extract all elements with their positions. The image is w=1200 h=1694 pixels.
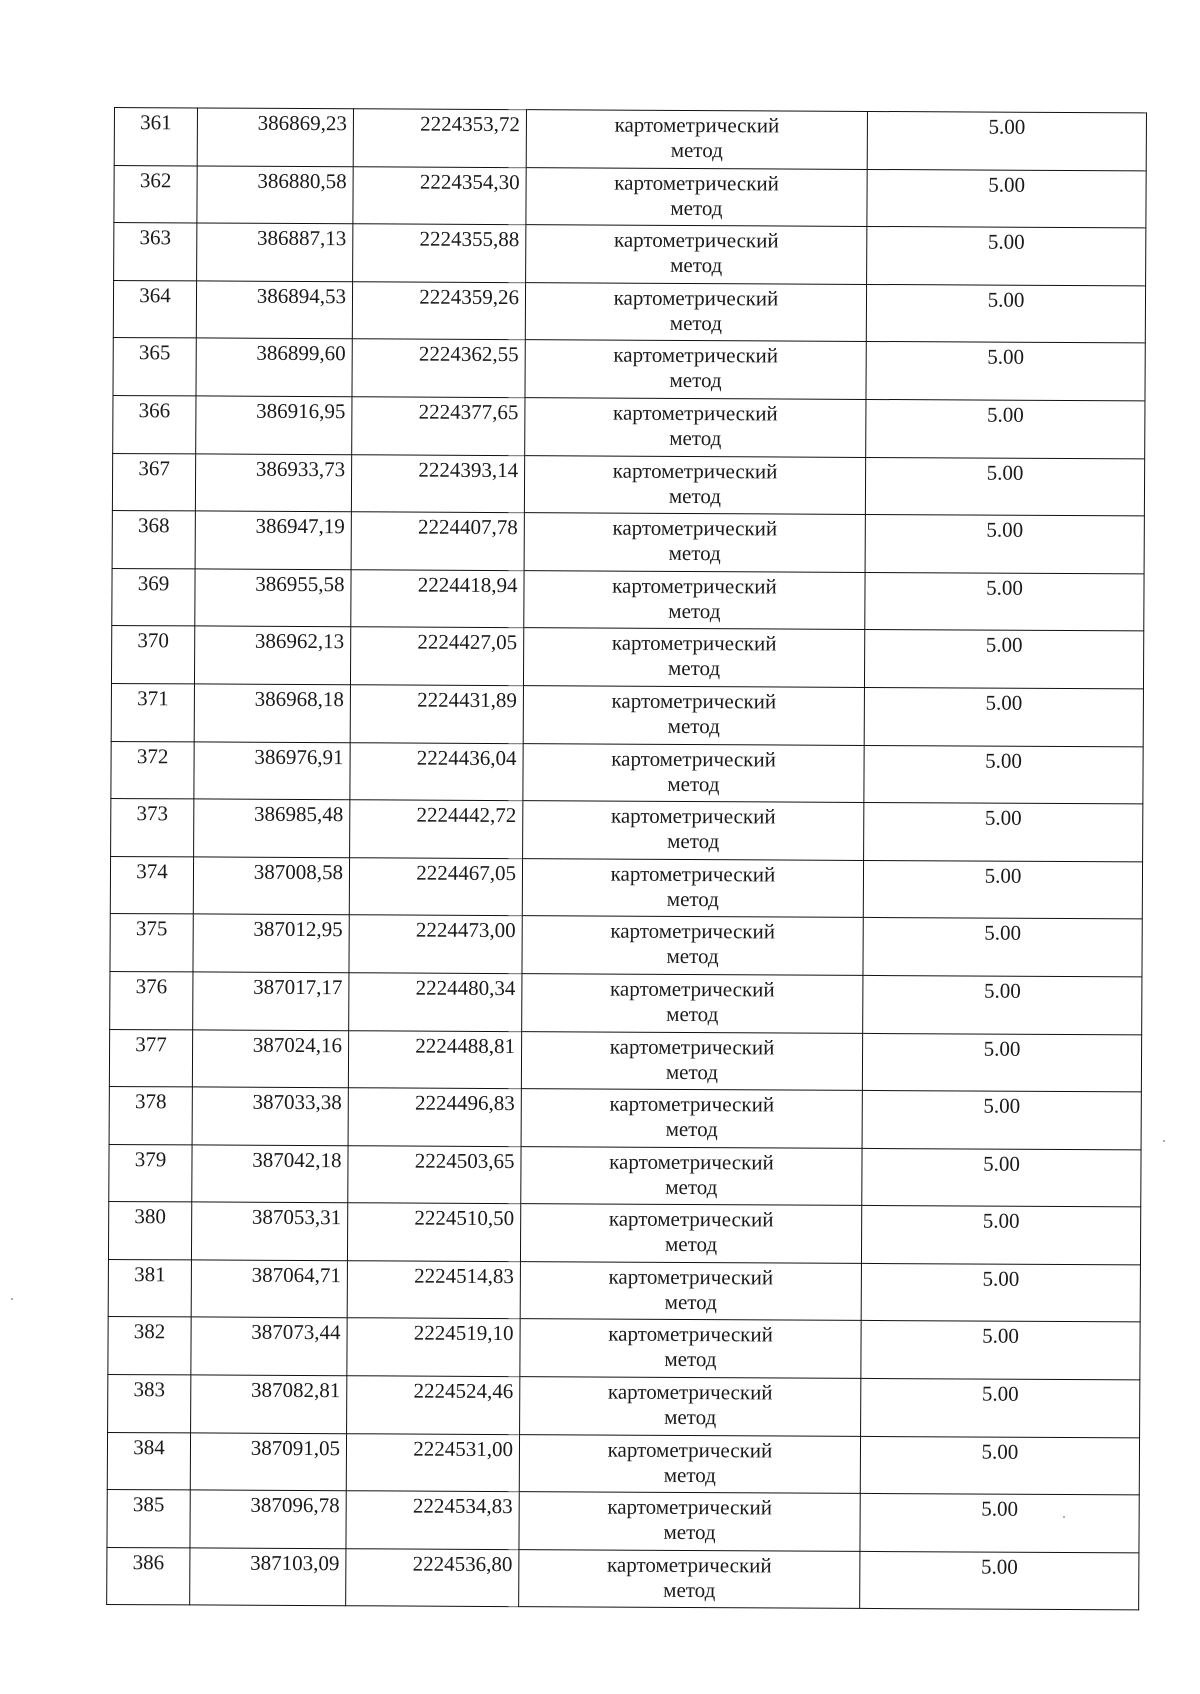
table-row <box>108 1259 1140 1322</box>
method-label-continued: метод <box>670 195 723 220</box>
x-coordinate-cell: 387053,31 <box>191 1202 347 1260</box>
method-label: картометрический <box>614 170 779 196</box>
table-row <box>111 799 1143 862</box>
accuracy-cell: 5.00 <box>865 572 1144 631</box>
method-cell <box>523 628 864 687</box>
accuracy-cell: 5.00 <box>860 1494 1139 1553</box>
method-label: картометрический <box>612 515 778 541</box>
point-number-cell: 373 <box>111 799 194 857</box>
table-row <box>109 1029 1141 1092</box>
x-coordinate-cell: 387064,71 <box>191 1260 347 1318</box>
table-row <box>110 971 1142 1034</box>
x-coordinate-cell: 387017,17 <box>193 972 349 1030</box>
y-coordinate-cell: 2224362,55 <box>352 339 525 397</box>
x-coordinate-cell: 387082,81 <box>191 1375 347 1433</box>
point-number-cell: 370 <box>111 626 194 684</box>
y-coordinate-cell: 2224480,34 <box>349 973 522 1031</box>
method-label-continued: метод <box>666 886 719 911</box>
method-label-continued: метод <box>670 137 723 163</box>
table-row <box>112 568 1144 631</box>
y-coordinate-cell: 2224496,83 <box>348 1088 521 1146</box>
x-coordinate-cell: 386887,13 <box>197 223 353 281</box>
method-label-continued: метод <box>664 1404 717 1430</box>
accuracy-cell: 5.00 <box>866 342 1145 401</box>
y-coordinate-cell: 2224436,04 <box>350 742 523 800</box>
method-label: картометрический <box>611 746 776 772</box>
method-label: картометрический <box>609 1034 775 1059</box>
table-row <box>108 1317 1140 1380</box>
y-coordinate-cell: 2224514,83 <box>347 1261 520 1319</box>
method-cell <box>523 743 864 802</box>
method-label: картометрический <box>607 1494 773 1520</box>
method-cell <box>524 513 865 572</box>
scan-speck <box>11 1298 13 1300</box>
method-label-continued: метод <box>666 1001 719 1027</box>
point-number-cell: 382 <box>108 1317 191 1375</box>
point-number-cell: 378 <box>109 1087 192 1145</box>
method-cell <box>522 916 863 975</box>
x-coordinate-cell: 386968,18 <box>194 684 350 742</box>
method-cell <box>520 1377 861 1436</box>
y-coordinate-cell: 2224473,00 <box>349 915 522 973</box>
table-row <box>114 165 1146 228</box>
method-label: картометрический <box>608 1322 773 1347</box>
table-row <box>112 453 1144 516</box>
point-number-cell: 376 <box>110 971 193 1029</box>
point-number-cell: 365 <box>113 338 196 396</box>
x-coordinate-cell: 387073,44 <box>191 1317 347 1375</box>
method-cell <box>525 398 866 457</box>
x-coordinate-cell: 386962,13 <box>194 626 350 684</box>
point-number-cell: 366 <box>113 395 196 453</box>
method-label: картометрический <box>611 688 777 714</box>
x-coordinate-cell: 386947,19 <box>195 511 351 569</box>
point-number-cell: 362 <box>114 165 197 223</box>
method-label-continued: метод <box>668 598 721 623</box>
point-number-cell: 383 <box>108 1375 191 1433</box>
y-coordinate-cell: 2224393,14 <box>351 454 524 512</box>
y-coordinate-cell: 2224524,46 <box>347 1376 520 1434</box>
x-coordinate-cell: 387042,18 <box>192 1145 348 1203</box>
method-label: картометрический <box>608 1264 774 1290</box>
method-label-continued: метод <box>665 1174 718 1199</box>
y-coordinate-cell: 2224354,30 <box>353 166 526 224</box>
point-number-cell: 364 <box>113 280 196 338</box>
y-coordinate-cell: 2224431,89 <box>350 685 523 743</box>
accuracy-cell: 5.00 <box>864 630 1143 689</box>
x-coordinate-cell: 386869,23 <box>197 108 353 166</box>
table-row <box>114 223 1146 286</box>
x-coordinate-cell: 386955,58 <box>195 569 351 627</box>
point-number-cell: 380 <box>108 1202 191 1260</box>
x-coordinate-cell: 386933,73 <box>195 453 351 511</box>
accuracy-cell: 5.00 <box>861 1206 1140 1265</box>
method-cell <box>525 340 866 399</box>
accuracy-cell: 5.00 <box>864 803 1143 862</box>
x-coordinate-cell: 386985,48 <box>194 799 350 857</box>
method-cell <box>526 110 867 169</box>
point-number-cell: 384 <box>107 1432 190 1490</box>
table-row <box>111 626 1143 689</box>
method-label-continued: метод <box>663 1520 716 1545</box>
table-row <box>107 1432 1139 1495</box>
y-coordinate-cell: 2224355,88 <box>353 224 526 282</box>
y-coordinate-cell: 2224531,00 <box>346 1433 519 1491</box>
method-label-continued: метод <box>665 1059 719 1084</box>
method-label: картометрический <box>613 285 779 311</box>
method-label-continued: метод <box>665 1116 718 1142</box>
y-coordinate-cell: 2224427,05 <box>350 627 523 685</box>
table-row <box>113 395 1145 458</box>
table-row <box>114 108 1146 171</box>
method-label-continued: метод <box>667 713 720 739</box>
method-label-continued: метод <box>667 771 720 796</box>
table-row <box>110 914 1142 977</box>
x-coordinate-cell: 386899,60 <box>196 338 352 396</box>
method-label: картометрический <box>610 976 775 1002</box>
method-label: картометрический <box>607 1379 773 1405</box>
point-number-cell: 363 <box>114 223 197 281</box>
point-number-cell: 377 <box>109 1029 192 1087</box>
x-coordinate-cell: 387091,05 <box>190 1433 346 1491</box>
method-label: картометрический <box>613 227 779 253</box>
method-label-continued: метод <box>669 368 722 393</box>
method-cell <box>519 1492 860 1551</box>
method-cell <box>522 858 863 917</box>
method-label-continued: метод <box>664 1232 718 1257</box>
method-label-continued: метод <box>669 425 722 451</box>
method-cell <box>520 1319 861 1378</box>
table-row <box>109 1144 1141 1207</box>
point-number-cell: 368 <box>112 511 195 569</box>
method-cell <box>525 282 866 341</box>
method-cell <box>526 225 867 284</box>
point-number-cell: 372 <box>111 741 194 799</box>
x-coordinate-cell: 386880,58 <box>197 166 353 224</box>
accuracy-cell: 5.00 <box>862 1033 1141 1092</box>
accuracy-cell: 5.00 <box>862 1091 1141 1150</box>
point-number-cell: 379 <box>109 1144 192 1202</box>
accuracy-cell: 5.00 <box>866 399 1145 458</box>
method-label: картометрический <box>607 1437 773 1463</box>
point-number-cell: 369 <box>112 568 195 626</box>
table-row <box>108 1375 1140 1438</box>
x-coordinate-cell: 386894,53 <box>196 281 352 339</box>
scan-speck <box>1063 1516 1065 1518</box>
point-number-cell: 386 <box>107 1547 190 1605</box>
table-row <box>108 1202 1140 1265</box>
x-coordinate-cell: 386916,95 <box>196 396 352 454</box>
x-coordinate-cell: 386976,91 <box>194 741 350 799</box>
method-label: картометрический <box>612 458 778 484</box>
y-coordinate-cell: 2224503,65 <box>348 1145 521 1203</box>
x-coordinate-cell: 387024,16 <box>192 1029 348 1087</box>
method-cell <box>524 455 865 514</box>
x-coordinate-cell: 387096,78 <box>190 1490 346 1548</box>
accuracy-cell: 5.00 <box>861 1378 1140 1437</box>
method-cell <box>523 686 864 745</box>
x-coordinate-cell: 387103,09 <box>190 1548 346 1606</box>
method-label: картометрический <box>612 573 777 599</box>
point-number-cell: 371 <box>111 683 194 741</box>
y-coordinate-cell: 2224488,81 <box>348 1030 521 1088</box>
method-label: картометрический <box>611 630 777 656</box>
method-label: картометрический <box>610 918 776 944</box>
table-row <box>107 1547 1139 1610</box>
method-label: картометрический <box>613 400 778 426</box>
method-label-continued: метод <box>670 253 723 278</box>
point-number-cell: 361 <box>114 108 197 166</box>
x-coordinate-cell: 387008,58 <box>193 857 349 915</box>
table-row <box>109 1087 1141 1150</box>
accuracy-cell: 5.00 <box>867 227 1146 286</box>
method-cell <box>523 801 864 860</box>
method-cell <box>519 1434 860 1493</box>
y-coordinate-cell: 2224442,72 <box>350 800 523 858</box>
accuracy-cell: 5.00 <box>863 918 1142 977</box>
table-row <box>113 280 1145 343</box>
y-coordinate-cell: 2224467,05 <box>349 857 522 915</box>
method-label: картометрический <box>609 1091 775 1117</box>
accuracy-cell: 5.00 <box>860 1551 1139 1610</box>
coordinates-table-body <box>107 108 1147 1611</box>
method-cell <box>520 1262 861 1321</box>
y-coordinate-cell: 2224359,26 <box>352 282 525 340</box>
method-label: картометрический <box>608 1206 774 1232</box>
accuracy-cell: 5.00 <box>867 111 1146 170</box>
x-coordinate-cell: 387033,38 <box>192 1087 348 1145</box>
scan-speck <box>1163 1140 1165 1142</box>
accuracy-cell: 5.00 <box>864 745 1143 804</box>
method-cell <box>522 974 863 1033</box>
table-row <box>107 1490 1139 1553</box>
method-cell <box>520 1204 861 1263</box>
method-label-continued: метод <box>667 829 720 854</box>
method-label-continued: метод <box>668 483 722 508</box>
accuracy-cell: 5.00 <box>866 284 1145 343</box>
table-row <box>111 683 1143 746</box>
method-label-continued: метод <box>664 1289 717 1315</box>
accuracy-cell: 5.00 <box>867 169 1146 228</box>
method-label-continued: метод <box>663 1577 716 1603</box>
accuracy-cell: 5.00 <box>863 975 1142 1034</box>
y-coordinate-cell: 2224418,94 <box>351 569 524 627</box>
point-number-cell: 367 <box>112 453 195 511</box>
method-label-continued: метод <box>669 310 722 335</box>
method-cell <box>521 1031 862 1090</box>
y-coordinate-cell: 2224534,83 <box>346 1491 519 1549</box>
method-cell <box>526 167 867 226</box>
table-row <box>110 856 1142 919</box>
method-cell <box>524 570 865 629</box>
y-coordinate-cell: 2224519,10 <box>347 1318 520 1376</box>
method-cell <box>521 1089 862 1148</box>
point-number-cell: 385 <box>107 1490 190 1548</box>
accuracy-cell: 5.00 <box>860 1436 1139 1495</box>
accuracy-cell: 5.00 <box>864 687 1143 746</box>
method-label: картометрический <box>610 861 776 887</box>
accuracy-cell: 5.00 <box>865 515 1144 574</box>
method-cell <box>519 1549 860 1608</box>
accuracy-cell: 5.00 <box>863 860 1142 919</box>
method-label-continued: метод <box>667 656 721 681</box>
point-number-cell: 381 <box>108 1259 191 1317</box>
y-coordinate-cell: 2224510,50 <box>347 1203 520 1261</box>
y-coordinate-cell: 2224536,80 <box>346 1549 519 1607</box>
y-coordinate-cell: 2224353,72 <box>353 109 526 167</box>
table-row <box>113 338 1145 401</box>
method-label: картометрический <box>614 112 780 138</box>
method-label: картометрический <box>610 803 776 829</box>
accuracy-cell: 5.00 <box>862 1148 1141 1207</box>
accuracy-cell: 5.00 <box>861 1263 1140 1322</box>
point-number-cell: 375 <box>110 914 193 972</box>
y-coordinate-cell: 2224377,65 <box>352 397 525 455</box>
method-label-continued: метод <box>668 541 721 566</box>
method-label: картометрический <box>609 1149 774 1175</box>
method-label-continued: метод <box>663 1462 716 1487</box>
table-row <box>112 511 1144 574</box>
method-label-continued: метод <box>664 1347 717 1372</box>
y-coordinate-cell: 2224407,78 <box>351 512 524 570</box>
method-cell <box>521 1146 862 1205</box>
accuracy-cell: 5.00 <box>861 1321 1140 1380</box>
method-label: картометрический <box>613 342 779 368</box>
accuracy-cell: 5.00 <box>865 457 1144 516</box>
point-number-cell: 374 <box>110 856 193 914</box>
table-row <box>111 741 1143 804</box>
method-label: картометрический <box>607 1552 772 1578</box>
method-label-continued: метод <box>666 944 719 969</box>
x-coordinate-cell: 387012,95 <box>193 914 349 972</box>
coordinates-table <box>106 107 1147 1611</box>
